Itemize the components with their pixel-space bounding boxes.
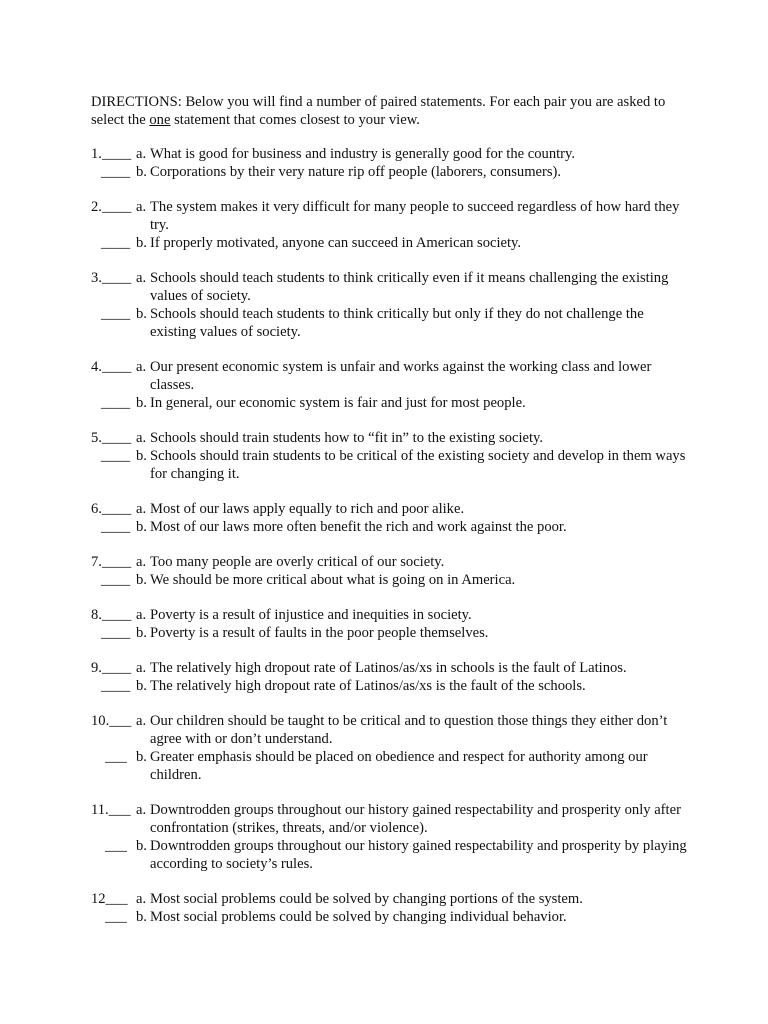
statement-pair xyxy=(91,606,691,642)
statement-a-text: Downtrodden groups throughout our history gained respectability and prosperity only after confrontation (strikes, threats, and/or violence). xyxy=(150,802,681,836)
statement-a-text: Schools should teach students to think critically even if it means challenging the existing values of society. xyxy=(150,270,669,304)
statement-pair xyxy=(91,500,691,536)
option-letter-a: a. xyxy=(136,270,147,286)
item-b-blank-cell xyxy=(91,571,136,589)
statement-a-row xyxy=(91,890,691,908)
statement-b-row xyxy=(91,447,691,483)
statement-b-text: Schools should teach students to think critically but only if they do not challenge the existing values of society. xyxy=(150,306,644,340)
statement-a-row xyxy=(91,553,691,571)
option-letter-b: b. xyxy=(136,235,147,251)
statement-b-row xyxy=(91,518,691,536)
answer-blank-b[interactable]: ____ xyxy=(101,572,131,588)
statement-b-row xyxy=(91,305,691,341)
statement-pair xyxy=(91,145,691,181)
statement-a-row xyxy=(91,801,691,837)
statement-a-row xyxy=(91,500,691,518)
statement-a-text: Most of our laws apply equally to rich and poor alike. xyxy=(150,501,465,517)
item-b-blank-cell xyxy=(91,748,136,784)
item-number-blank[interactable]: 6.____ xyxy=(91,501,132,517)
option-letter-a: a. xyxy=(136,713,147,729)
statement-a-row xyxy=(91,269,691,305)
statement-b-row xyxy=(91,394,691,412)
statement-b-text: Schools should train students to be critical of the existing society and develop in them ways for changing it. xyxy=(150,448,686,482)
item-b-blank-cell xyxy=(91,447,136,483)
option-letter-a: a. xyxy=(136,359,147,375)
option-letter-b: b. xyxy=(136,164,147,180)
statement-a-text: The system makes it very difficult for many people to succeed regardless of how hard they try. xyxy=(150,199,680,233)
statement-b-row xyxy=(91,677,691,695)
answer-blank-b[interactable]: ____ xyxy=(101,164,131,180)
item-b-blank-cell xyxy=(91,305,136,341)
option-letter-a: a. xyxy=(136,199,147,215)
item-number-blank[interactable]: 7.____ xyxy=(91,554,132,570)
item-b-blank-cell xyxy=(91,518,136,536)
option-letter-b: b. xyxy=(136,306,147,322)
statement-a-text: Too many people are overly critical of our society. xyxy=(150,554,445,570)
directions-text xyxy=(91,93,691,129)
item-number-blank[interactable]: 8.____ xyxy=(91,607,132,623)
item-number-blank[interactable]: 5.____ xyxy=(91,430,132,446)
statement-b-text: Downtrodden groups throughout our history gained respectability and prosperity by playing according to society’s rules. xyxy=(150,838,687,872)
statement-b-row xyxy=(91,837,691,873)
option-letter-a: a. xyxy=(136,802,147,818)
statement-pair xyxy=(91,712,691,784)
answer-blank-b[interactable]: ____ xyxy=(101,306,131,322)
option-letter-a: a. xyxy=(136,430,147,446)
option-letter-a: a. xyxy=(136,660,147,676)
item-b-blank-cell xyxy=(91,163,136,181)
statement-a-text: Our children should be taught to be critical and to question those things they either don’t agree with or don’t understand. xyxy=(150,713,668,747)
statement-a-text: Most social problems could be solved by changing portions of the system. xyxy=(150,891,583,907)
statement-b-text: Most social problems could be solved by changing individual behavior. xyxy=(150,909,567,925)
statement-pair xyxy=(91,659,691,695)
statement-b-row xyxy=(91,163,691,181)
statement-pair xyxy=(91,198,691,252)
item-number-blank[interactable]: 3.____ xyxy=(91,270,132,286)
statement-b-text: Most of our laws more often benefit the rich and work against the poor. xyxy=(150,519,567,535)
statement-a-text: Our present economic system is unfair and works against the working class and lower classes. xyxy=(150,359,652,393)
item-b-blank-cell xyxy=(91,837,136,873)
option-letter-a: a. xyxy=(136,501,147,517)
statement-pair xyxy=(91,801,691,873)
statement-b-text: In general, our economic system is fair and just for most people. xyxy=(150,395,526,411)
statement-b-text: The relatively high dropout rate of Latinos/as/xs is the fault of the schools. xyxy=(150,678,586,694)
statement-pair xyxy=(91,269,691,341)
answer-blank-b[interactable]: ____ xyxy=(101,395,131,411)
statement-a-row xyxy=(91,712,691,748)
answer-blank-b[interactable]: ____ xyxy=(101,519,131,535)
statement-b-text: Corporations by their very nature rip off people (laborers, consumers). xyxy=(150,164,562,180)
item-b-blank-cell xyxy=(91,234,136,252)
answer-blank-b[interactable]: ____ xyxy=(101,448,131,464)
answer-blank-b[interactable]: ____ xyxy=(101,678,131,694)
option-letter-b: b. xyxy=(136,678,147,694)
statement-pair xyxy=(91,553,691,589)
option-letter-a: a. xyxy=(136,146,147,162)
directions-underlined: one xyxy=(149,112,171,128)
option-letter-b: b. xyxy=(136,749,147,765)
item-number-blank[interactable]: 10.___ xyxy=(91,713,132,729)
statement-a-row xyxy=(91,198,691,234)
item-b-blank-cell xyxy=(91,908,136,926)
item-b-blank-cell xyxy=(91,394,136,412)
item-b-blank-cell xyxy=(91,677,136,695)
answer-blank-b[interactable]: ___ xyxy=(105,838,127,854)
item-number-blank[interactable]: 2.____ xyxy=(91,199,132,215)
option-letter-b: b. xyxy=(136,519,147,535)
option-letter-b: b. xyxy=(136,395,147,411)
option-letter-b: b. xyxy=(136,572,147,588)
option-letter-a: a. xyxy=(136,607,147,623)
item-number-blank[interactable]: 4.____ xyxy=(91,359,132,375)
statement-b-row xyxy=(91,748,691,784)
statement-b-text: Greater emphasis should be placed on obedience and respect for authority among our children. xyxy=(150,749,648,783)
option-letter-b: b. xyxy=(136,838,147,854)
statement-a-row xyxy=(91,429,691,447)
statement-a-text: Poverty is a result of injustice and inequities in society. xyxy=(150,607,472,623)
statement-b-row xyxy=(91,908,691,926)
statement-b-text: If properly motivated, anyone can succeed in American society. xyxy=(150,235,522,251)
answer-blank-b[interactable]: ____ xyxy=(101,625,131,641)
statement-a-text: The relatively high dropout rate of Latinos/as/xs in schools is the fault of Latinos. xyxy=(150,660,627,676)
directions-after: statement that comes closest to your view. xyxy=(170,112,420,128)
item-number-blank[interactable]: 11.___ xyxy=(91,802,131,818)
statement-a-row xyxy=(91,659,691,677)
statement-pair xyxy=(91,890,691,926)
option-letter-b: b. xyxy=(136,448,147,464)
statement-b-row xyxy=(91,234,691,252)
directions-before: DIRECTIONS: Below you will find a number of paired statements. For each pair you are asked to select the xyxy=(91,94,666,128)
item-number-blank[interactable]: 9.____ xyxy=(91,660,132,676)
statement-a-text: Schools should train students how to “fit in” to the existing society. xyxy=(150,430,544,446)
statement-b-row xyxy=(91,571,691,589)
option-letter-b: b. xyxy=(136,909,147,925)
option-letter-a: a. xyxy=(136,554,147,570)
item-number-blank[interactable]: 12___ xyxy=(91,891,128,907)
answer-blank-b[interactable]: ___ xyxy=(105,909,127,925)
statement-a-row xyxy=(91,606,691,624)
statement-pairs-list xyxy=(91,145,691,926)
statement-a-row xyxy=(91,145,691,163)
option-letter-a: a. xyxy=(136,891,147,907)
answer-blank-b[interactable]: ___ xyxy=(105,749,127,765)
item-number-blank[interactable]: 1.____ xyxy=(91,146,132,162)
item-b-blank-cell xyxy=(91,624,136,642)
option-letter-b: b. xyxy=(136,625,147,641)
statement-a-text: What is good for business and industry is generally good for the country. xyxy=(150,146,576,162)
statement-b-row xyxy=(91,624,691,642)
answer-blank-b[interactable]: ____ xyxy=(101,235,131,251)
statement-b-text: Poverty is a result of faults in the poor people themselves. xyxy=(150,625,489,641)
statement-pair xyxy=(91,358,691,412)
statement-b-text: We should be more critical about what is going on in America. xyxy=(150,572,516,588)
worksheet-page xyxy=(91,93,691,943)
statement-a-row xyxy=(91,358,691,394)
statement-pair xyxy=(91,429,691,483)
